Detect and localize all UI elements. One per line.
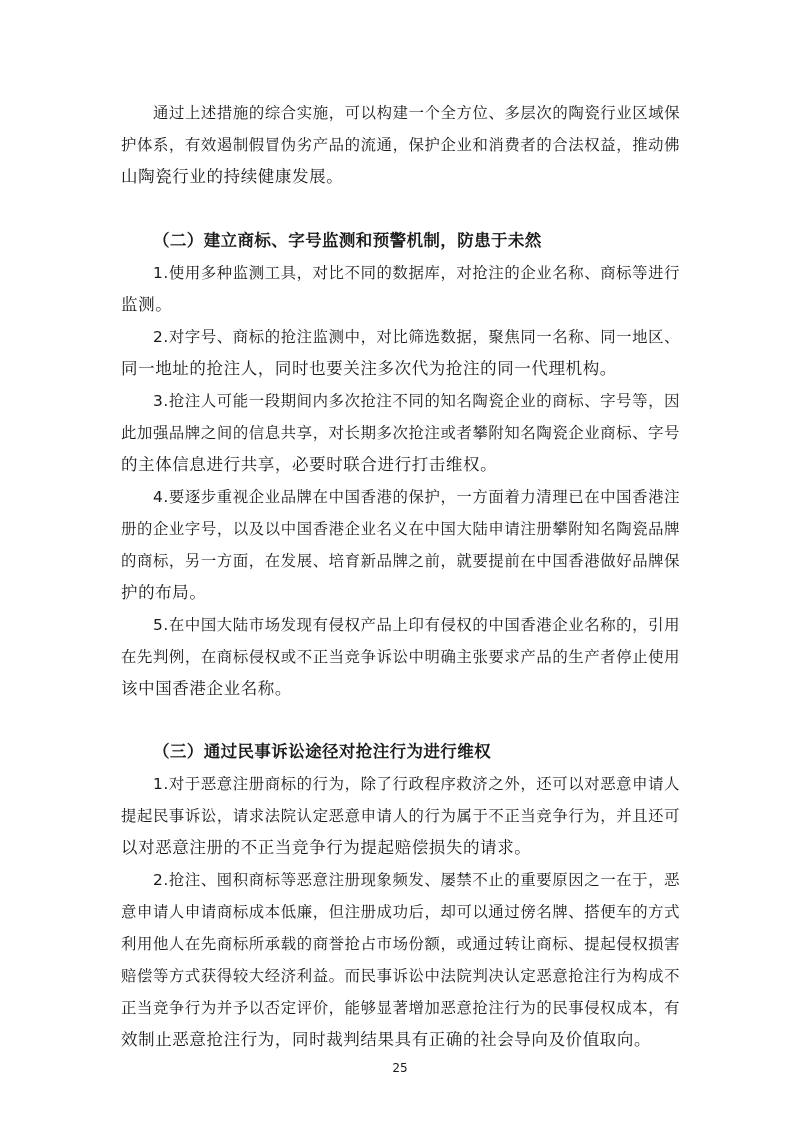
paragraph-1-line-2: 护体系，有效遏制假冒伪劣产品的流通，保护企业和消费者的合法权益，推动佛 [121,136,681,154]
item-2-2-line-1: 2.对字号、商标的抢注监测中，对比筛选数据，聚焦同一名称、同一地区、 [153,328,681,346]
item-3-1-line-3: 以对恶意注册的不正当竞争行为提起赔偿损失的请求。 [121,838,532,857]
item-3-2-line-2: 意申请人申请商标成本低廉，但注册成功后，却可以通过傍名牌、搭便车的方式 [121,903,681,921]
item-2-1-line-2: 监测。 [121,295,173,314]
section-heading-2: （二）建立商标、字号监测和预警机制，防患于未然 [153,231,542,250]
item-2-4-line-1: 4.要逐步重视企业品牌在中国香港的保护，一方面着力清理已在中国香港注 [153,488,681,506]
item-3-1-line-1: 1.对于恶意注册商标的行为，除了行政程序救济之外，还可以对恶意申请人 [153,775,681,793]
item-3-2-line-5: 正当竞争行为并予以否定评价，能够显著增加恶意抢注行为的民事侵权成本，有 [121,999,681,1017]
paragraph-1-line-1: 通过上述措施的综合实施，可以构建一个全方位、多层次的陶瓷行业区域保 [153,104,681,122]
section-heading-3: （三）通过民事诉讼途径对抢注行为进行维权 [153,742,491,761]
page-number: 25 [392,1061,408,1075]
item-3-2-line-1: 2.抢注、囤积商标等恶意注册现象频发、屡禁不止的重要原因之一在于，恶 [153,871,681,889]
item-2-3-line-2: 此加强品牌之间的信息共享，对长期多次抢注或者攀附知名陶瓷企业商标、字号 [121,424,681,442]
item-2-4-line-2: 册的企业字号，以及以中国香港企业名义在中国大陆申请注册攀附知名陶瓷品牌 [121,520,681,538]
paragraph-1-line-3: 山陶瓷行业的持续健康发展。 [121,167,344,186]
item-3-2-line-6: 效制止恶意抢注行为，同时裁判结果具有正确的社会导向及价值取向。 [121,1030,652,1049]
item-2-3-line-3: 的主体信息进行共享，必要时联合进行打击维权。 [121,455,498,474]
item-2-5-line-3: 该中国香港企业名称。 [121,679,292,698]
item-3-2-line-3: 利用他人在先商标所承载的商誉抢占市场份额，或通过转让商标、提起侵权损害 [121,935,681,953]
item-2-2-line-2: 同一地址的抢注人，同时也要关注多次代为抢注的同一代理机构。 [121,359,617,378]
item-2-3-line-1: 3.抢注人可能一段期间内多次抢注不同的知名陶瓷企业的商标、字号等，因 [153,392,681,410]
item-3-2-line-4: 赔偿等方式获得较大经济利益。而民事诉讼中法院判决认定恶意抢注行为构成不 [121,967,681,985]
item-2-4-line-4: 护的布局。 [121,583,207,602]
item-3-1-line-2: 提起民事诉讼，请求法院认定恶意申请人的行为属于不正当竞争行为，并且还可 [121,807,681,825]
item-2-4-line-3: 的商标，另一方面，在发展、培育新品牌之前，就要提前在中国香港做好品牌保 [121,552,681,570]
item-2-5-line-1: 5.在中国大陆市场发现有侵权产品上印有侵权的中国香港企业名称的，引用 [153,616,681,634]
item-2-1-line-1: 1.使用多种监测工具，对比不同的数据库，对抢注的企业名称、商标等进行 [153,264,681,282]
item-2-5-line-2: 在先判例，在商标侵权或不正当竞争诉讼中明确主张要求产品的生产者停止使用 [121,648,681,666]
